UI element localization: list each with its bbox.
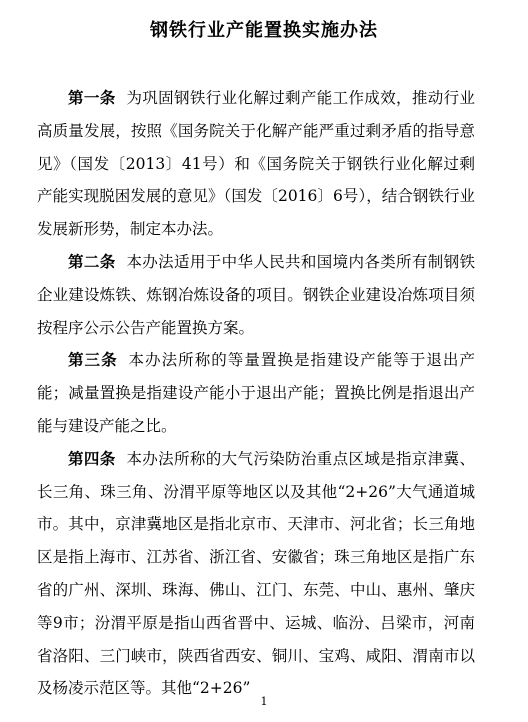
article-number: 第一条 bbox=[68, 88, 116, 107]
article-text: 为巩固钢铁行业化解过剩产能工作成效，推动行业高质量发展，按照《国务院关于化解产能严重过剩矛盾的指导意见》（国发〔2013〕41号）和《国务院关于钢铁行业化解过剩产能实现脱困发展的意见》（国发〔2016〕6号），结合钢铁行业发展新形势，制定本办法。 bbox=[37, 89, 475, 239]
article-number: 第三条 bbox=[68, 350, 118, 370]
article-1 bbox=[37, 82, 475, 246]
page-number: 1 bbox=[260, 695, 268, 708]
article-text: 本办法所称的等量置换是指建设产能等于退出产能；减量置换是指建设产能小于退出产能；置换比例是指退出产能与建设产能之比。 bbox=[37, 351, 475, 435]
document-title: 钢铁行业产能置换实施办法 bbox=[150, 20, 378, 41]
document-body bbox=[37, 82, 475, 705]
article-text: 本办法适用于中华人民共和国境内各类所有制钢铁企业建设炼铁、炼钢冶炼设备的项目。钢铁企业建设冶炼项目须按程序公示公告产能置换方案。 bbox=[37, 252, 475, 337]
article-text: 本办法所称的大气污染防治重点区域是指京津冀、长三角、珠三角、汾渭平原等地区以及其他“2+26”大气通道城市。其中，京津冀地区是指北京市、天津市、河北省；长三角地区是指上海市、江苏省、浙江省、安徽省；珠三角地区是指广东省的广州、深圳、珠海、佛山、江门、东莞、中山、惠州、肇庆等9市；汾渭平原是指山西省晋中、运城、临汾、吕梁市，河南省洛阳、三门峡市，陕西省西安、铜川、宝鸡、咸阳、渭南市以及杨凌示范区等。其他“2+26” bbox=[37, 449, 475, 698]
article-2 bbox=[37, 246, 475, 344]
article-number: 第二条 bbox=[68, 251, 116, 271]
article-4 bbox=[37, 443, 475, 705]
article-number: 第四条 bbox=[68, 448, 116, 468]
article-3 bbox=[37, 344, 475, 442]
